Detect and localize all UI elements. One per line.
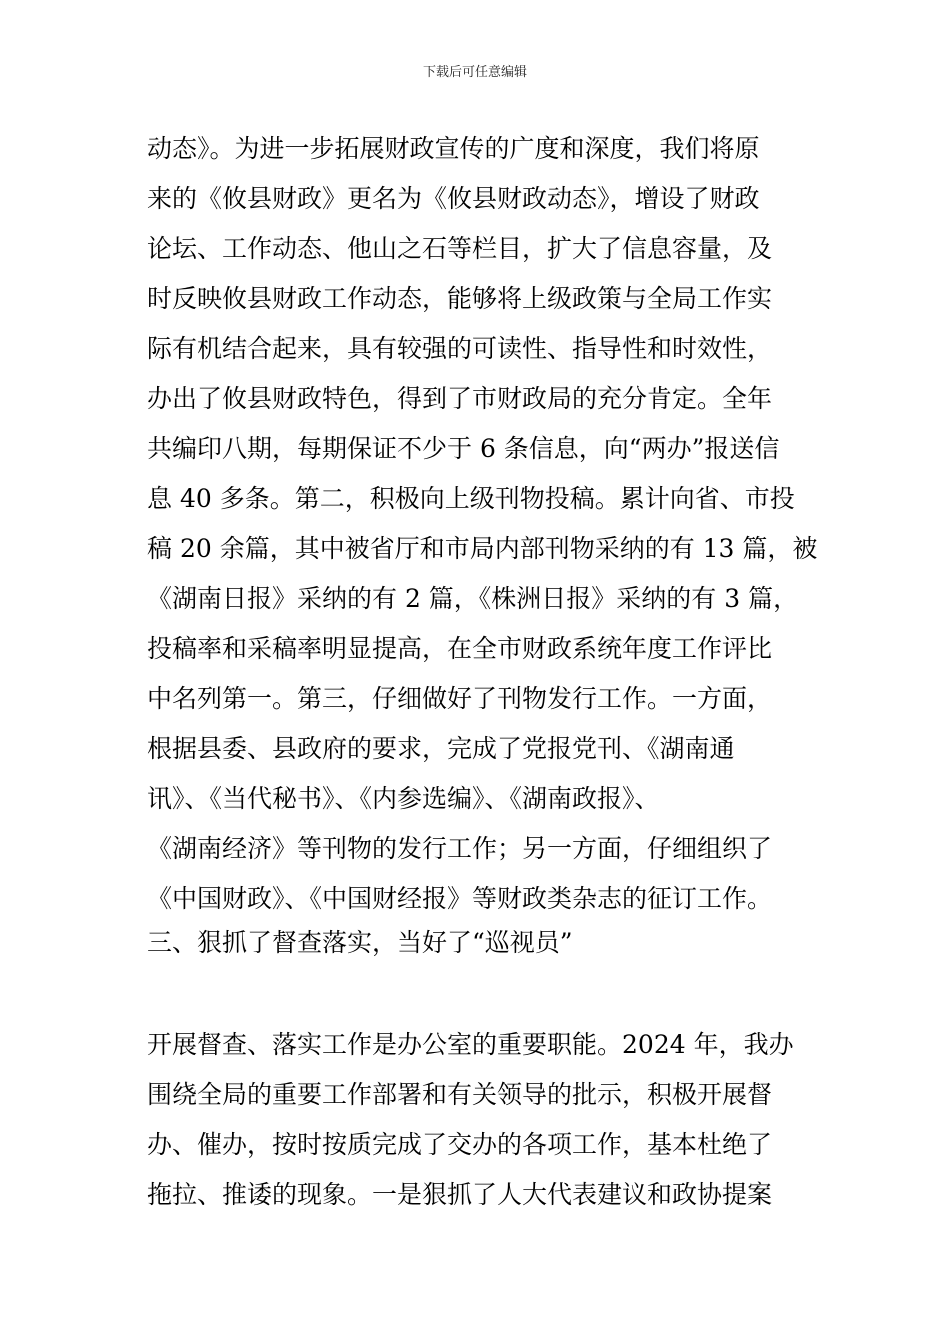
- text-line: 稿 20 余篇，其中被省厅和市局内部刊物采纳的有 13 篇，被: [147, 534, 818, 563]
- text-line: 际有机结合起来，具有较强的可读性、指导性和时效性，: [147, 334, 773, 363]
- text-line: 拖拉、推诿的现象。一是狠抓了人大代表建议和政协提案: [147, 1180, 773, 1209]
- page-header: 下载后可任意编辑: [422, 65, 527, 80]
- body-paragraph-1: [147, 124, 847, 924]
- text-line: 来的《攸县财政》更名为《攸县财政动态》，增设了财政: [147, 184, 760, 213]
- text-line: 办出了攸县财政特色，得到了市财政局的充分肯定。全年: [147, 384, 773, 413]
- text-line: 《湖南日报》采纳的有 2 篇，《株洲日报》采纳的有 3 篇，: [147, 584, 799, 613]
- text-line: 投稿率和采稿率明显提高，在全市财政系统年度工作评比: [147, 634, 773, 663]
- text-line: 围绕全局的重要工作部署和有关领导的批示，积极开展督: [147, 1080, 773, 1109]
- text-line: 《湖南经济》等刊物的发行工作；另一方面，仔细组织了: [147, 834, 773, 863]
- text-line: 根据县委、县政府的要求，完成了党报党刊、《湖南通: [147, 734, 735, 763]
- text-line: 动态》。为进一步拓展财政宣传的广度和深度，我们将原: [147, 134, 760, 163]
- text-line: 时反映攸县财政工作动态，能够将上级政策与全局工作实: [147, 284, 773, 313]
- text-line: 开展督查、落实工作是办公室的重要职能。2024 年，我办: [147, 1030, 794, 1059]
- body-paragraph-2: [147, 1020, 847, 1220]
- text-line: 共编印八期，每期保证不少于 6 条信息，向“两办”报送信: [147, 434, 780, 463]
- text-line: 办、催办，按时按质完成了交办的各项工作，基本杜绝了: [147, 1130, 773, 1159]
- section-heading-text: 三、狠抓了督查落实，当好了“巡视员”: [147, 928, 573, 957]
- section-heading: [147, 918, 847, 968]
- text-line: 《中国财政》、《中国财经报》等财政类杂志的征订工作。: [147, 884, 773, 913]
- text-line: 中名列第一。第三，仔细做好了刊物发行工作。一方面，: [147, 684, 773, 713]
- text-line: 论坛、工作动态、他山之石等栏目，扩大了信息容量，及: [147, 234, 773, 263]
- text-line: 讯》、《当代秘书》、《内参选编》、《湖南政报》、: [147, 784, 660, 813]
- text-line: 息 40 多条。第二，积极向上级刊物投稿。累计向省、市投: [147, 484, 795, 513]
